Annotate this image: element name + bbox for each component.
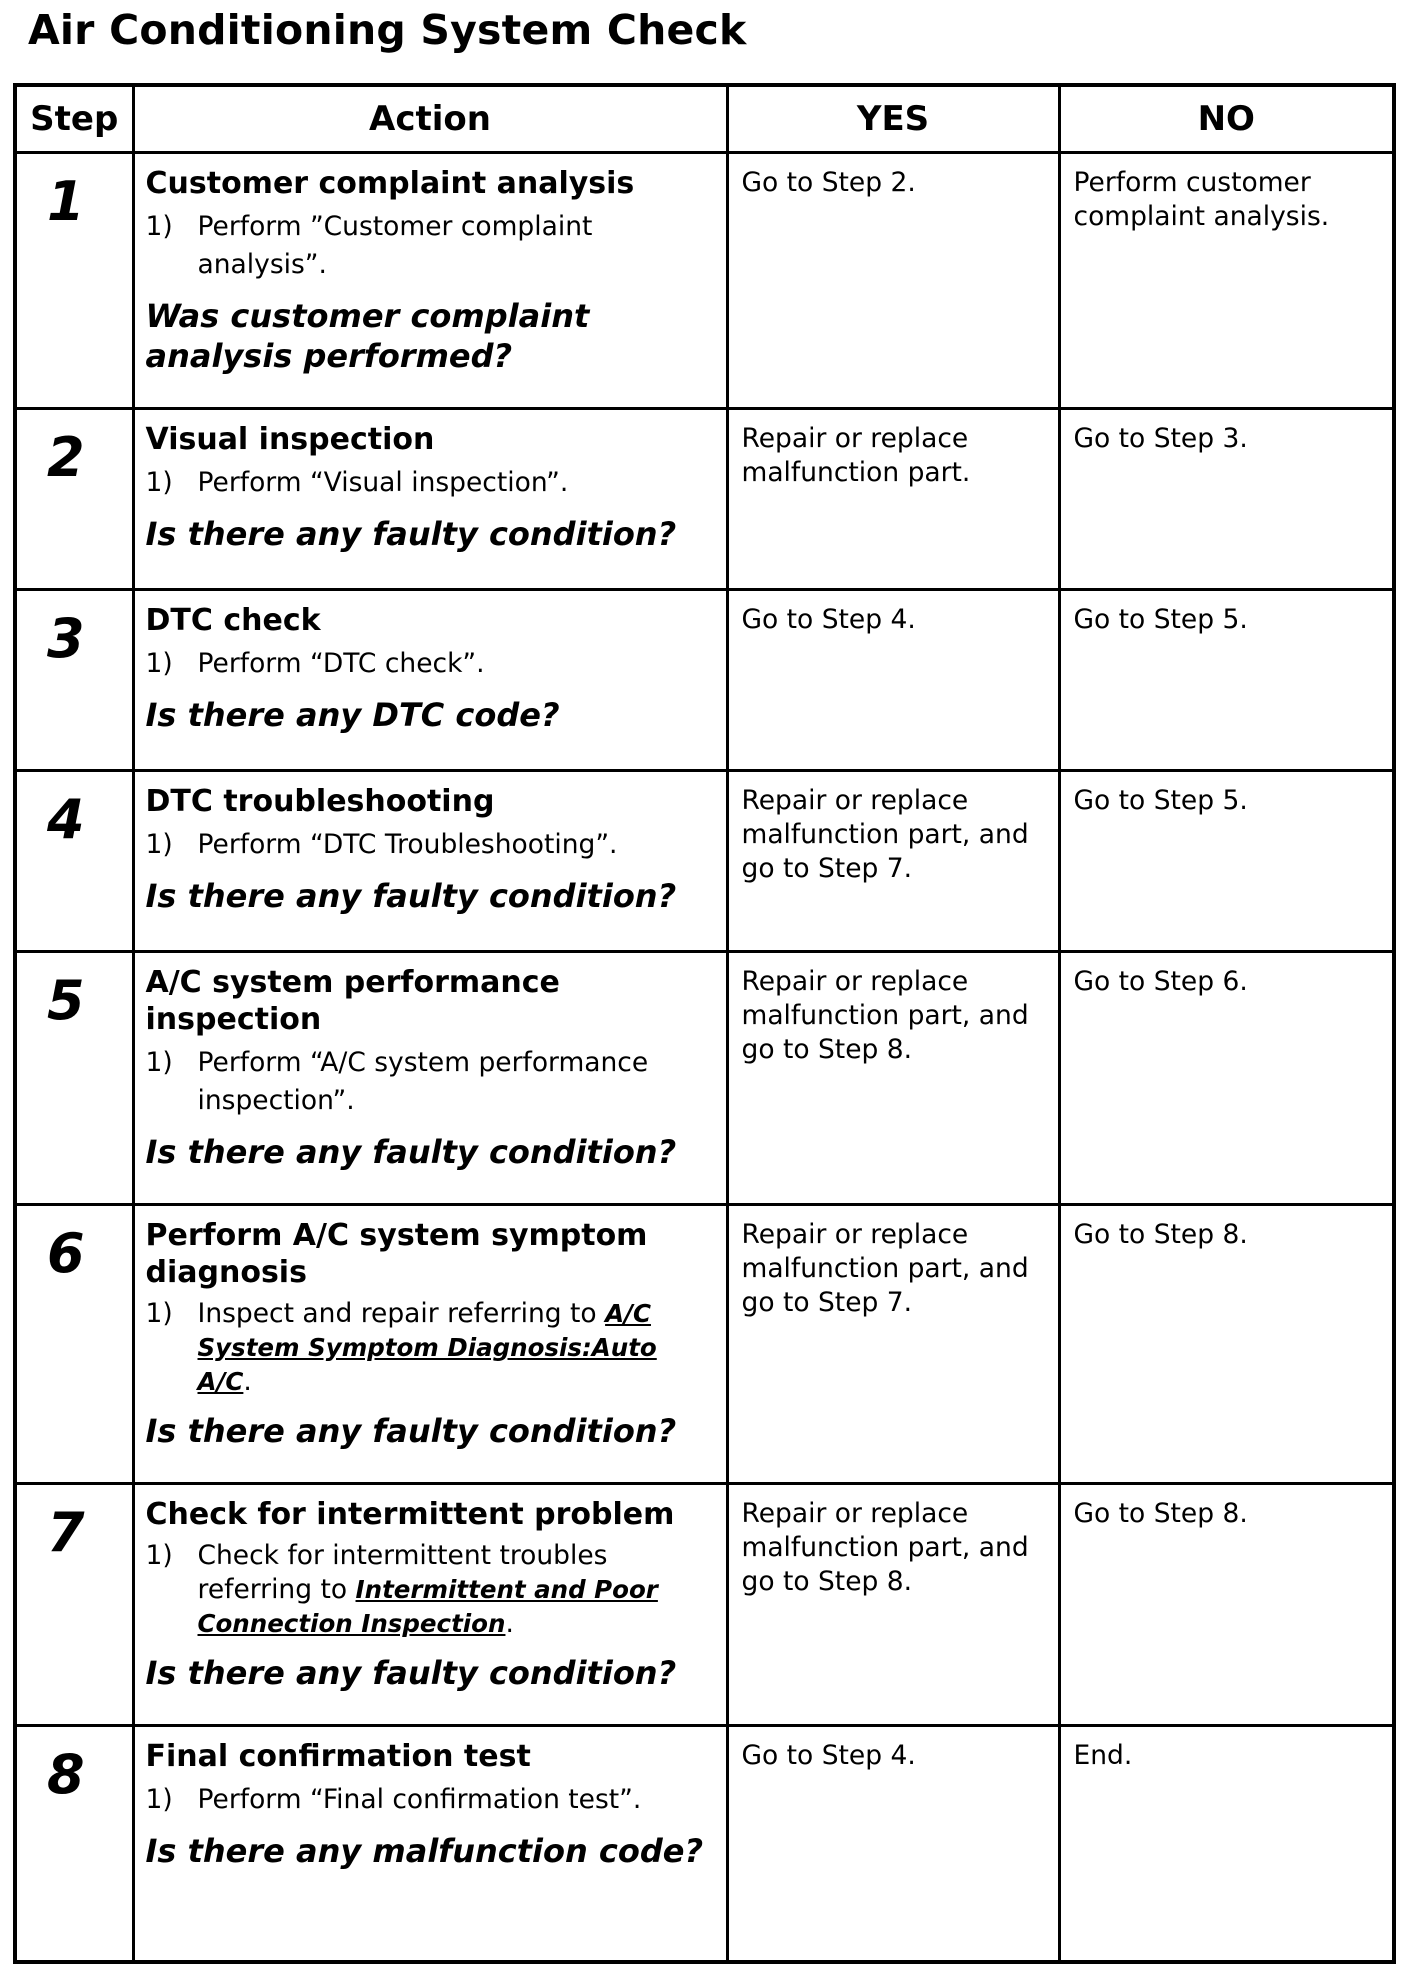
question: Was customer complaint analysis performed? xyxy=(145,297,590,375)
action-title: Perform A/C system symptom diagnosis xyxy=(145,1218,648,1290)
question: Is there any faulty condition? xyxy=(145,1412,677,1450)
step-number: 6 xyxy=(15,1205,133,1484)
question: Is there any faulty condition? xyxy=(145,1133,677,1171)
sub-step-number: 1) xyxy=(145,1784,173,1815)
action-cell xyxy=(133,1726,727,1963)
no-result: Go to Step 8. xyxy=(1059,1205,1394,1484)
action-cell xyxy=(133,952,727,1205)
step-number: 1 xyxy=(15,153,133,409)
step-number: 7 xyxy=(15,1484,133,1726)
action-cell xyxy=(133,1484,727,1726)
action-title: Check for intermittent problem xyxy=(145,1497,675,1532)
header-yes: YES xyxy=(727,85,1059,153)
yes-result: Repair or replace malfunction part, and go to Step 8. xyxy=(727,952,1059,1205)
sub-step-number: 1) xyxy=(145,467,173,498)
question: Is there any DTC code? xyxy=(145,696,560,734)
sub-step-number: 1) xyxy=(145,1298,173,1329)
procedure-table xyxy=(13,83,1396,1964)
ac-symptom-diagnosis-link[interactable]: A/C System Symptom Diagnosis:Auto A/C xyxy=(197,1299,657,1396)
sub-step-text xyxy=(198,1297,716,1399)
intermittent-inspection-link[interactable]: Intermittent and Poor Connection Inspection xyxy=(197,1575,658,1638)
sub-step-text: Perform “DTC check”. xyxy=(197,648,485,679)
no-result: Go to Step 8. xyxy=(1059,1484,1394,1726)
sub-step-text: Perform “Final confirmation test”. xyxy=(197,1784,642,1815)
step-row-1 xyxy=(15,153,1394,409)
sub-step xyxy=(146,1539,716,1641)
sub-step-number: 1) xyxy=(145,648,173,679)
no-result: Go to Step 3. xyxy=(1059,409,1394,590)
action-cell xyxy=(133,771,727,952)
action-title: A/C system performance inspection xyxy=(145,965,560,1037)
sub-step-text: Perform “DTC Troubleshooting”. xyxy=(197,829,618,860)
action-title: Visual inspection xyxy=(145,422,435,457)
no-result: Go to Step 6. xyxy=(1059,952,1394,1205)
step-row-6 xyxy=(15,1205,1394,1484)
question: Is there any malfunction code? xyxy=(145,1832,704,1870)
sub-step-text xyxy=(198,1539,716,1641)
action-title: DTC troubleshooting xyxy=(145,784,495,819)
yes-result: Go to Step 4. xyxy=(727,1726,1059,1963)
step-row-5 xyxy=(15,952,1394,1205)
action-title: Customer complaint analysis xyxy=(145,166,635,201)
question: Is there any faulty condition? xyxy=(145,1654,677,1692)
header-row xyxy=(15,85,1394,153)
step-number: 3 xyxy=(15,590,133,771)
step-row-7 xyxy=(15,1484,1394,1726)
no-result: End. xyxy=(1059,1726,1394,1963)
sub-step xyxy=(146,1044,716,1120)
no-result: Go to Step 5. xyxy=(1059,771,1394,952)
sub-step xyxy=(146,464,716,502)
sub-step-text-before: Check for intermittent troubles referring to xyxy=(197,1540,608,1605)
question: Is there any faulty condition? xyxy=(145,877,677,915)
step-row-4 xyxy=(15,771,1394,952)
sub-step xyxy=(146,1781,716,1819)
sub-step-text: Perform “Visual inspection”. xyxy=(197,467,569,498)
no-result: Perform customer complaint analysis. xyxy=(1059,153,1394,409)
yes-result: Go to Step 2. xyxy=(727,153,1059,409)
sub-step-text-after: . xyxy=(505,1608,514,1639)
yes-result: Repair or replace malfunction part, and go to Step 7. xyxy=(727,771,1059,952)
header-no: NO xyxy=(1059,85,1394,153)
step-row-3 xyxy=(15,590,1394,771)
action-cell xyxy=(133,409,727,590)
sub-step xyxy=(146,826,716,864)
step-number: 2 xyxy=(15,409,133,590)
sub-step xyxy=(146,645,716,683)
action-cell xyxy=(133,153,727,409)
sub-step xyxy=(146,1297,716,1399)
sub-step xyxy=(146,208,716,284)
header-action: Action xyxy=(133,85,727,153)
sub-step-number: 1) xyxy=(145,211,173,242)
question: Is there any faulty condition? xyxy=(145,515,677,553)
sub-step-text: Perform ”Customer complaint analysis”. xyxy=(197,211,593,280)
action-title: Final confirmation test xyxy=(145,1739,531,1774)
page-title: Air Conditioning System Check xyxy=(28,6,747,54)
yes-result: Repair or replace malfunction part. xyxy=(727,409,1059,590)
sub-step-text-after: . xyxy=(243,1366,252,1397)
sub-step-text: Perform “A/C system performance inspection”. xyxy=(197,1047,649,1116)
sub-step-number: 1) xyxy=(145,829,173,860)
header-step: Step xyxy=(15,85,133,153)
sub-step-number: 1) xyxy=(145,1540,173,1571)
action-cell xyxy=(133,1205,727,1484)
yes-result: Repair or replace malfunction part, and go to Step 7. xyxy=(727,1205,1059,1484)
yes-result: Repair or replace malfunction part, and go to Step 8. xyxy=(727,1484,1059,1726)
no-result: Go to Step 5. xyxy=(1059,590,1394,771)
sub-step-text-before: Inspect and repair referring to xyxy=(197,1298,606,1329)
yes-result: Go to Step 4. xyxy=(727,590,1059,771)
action-cell xyxy=(133,590,727,771)
step-row-2 xyxy=(15,409,1394,590)
step-number: 4 xyxy=(15,771,133,952)
sub-step-number: 1) xyxy=(145,1047,173,1078)
step-number: 8 xyxy=(15,1726,133,1963)
step-number: 5 xyxy=(15,952,133,1205)
step-row-8 xyxy=(15,1726,1394,1963)
action-title: DTC check xyxy=(145,603,321,638)
